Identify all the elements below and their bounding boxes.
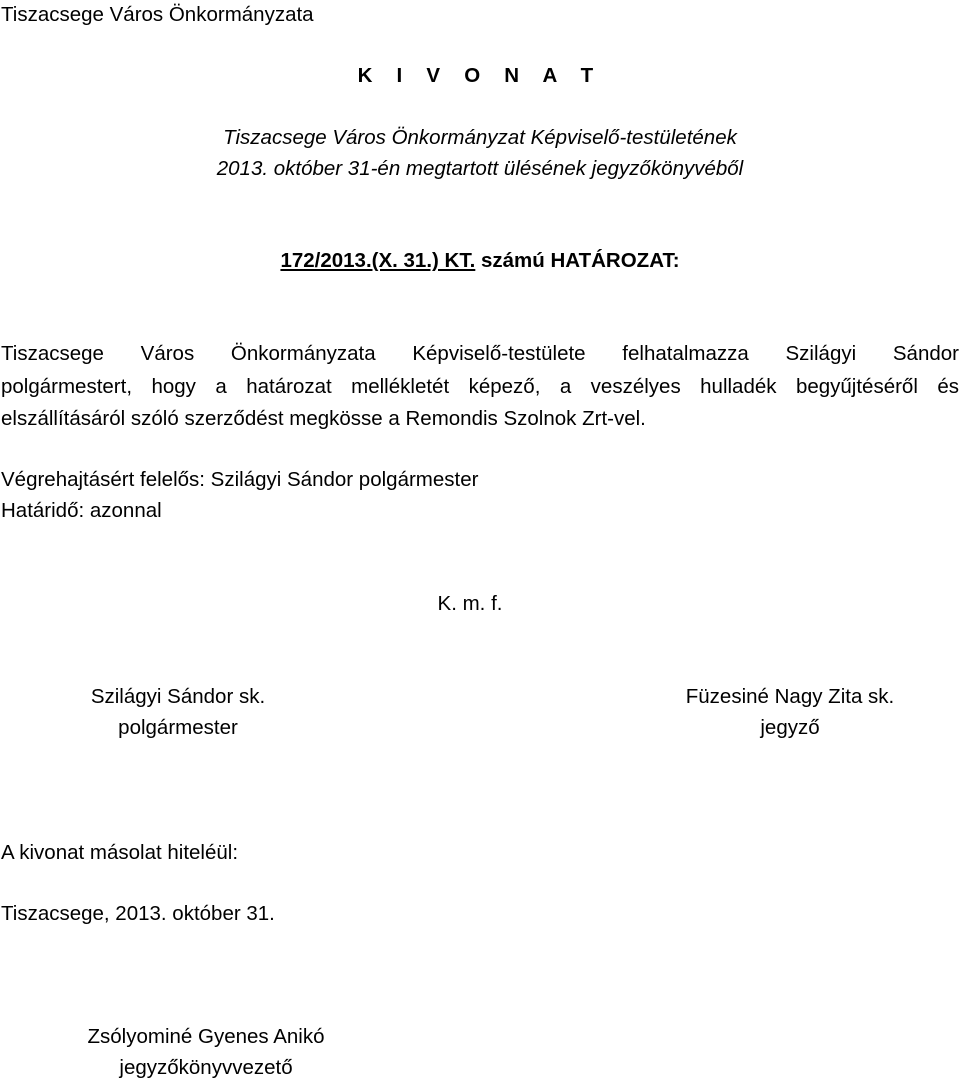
paragraph-line-3: elszállításáról szóló szerződést megkösse a Remondis Szolnok Zrt-vel. xyxy=(1,407,646,430)
mayor-signature-title: polgármester xyxy=(118,716,238,739)
organization-header: Tiszacsege Város Önkormányzata xyxy=(1,3,314,26)
deadline-line: Határidő: azonnal xyxy=(1,499,162,522)
place-date: Tiszacsege, 2013. október 31. xyxy=(1,902,275,925)
certification-label: A kivonat másolat hiteléül: xyxy=(1,841,239,864)
source-line-1: Tiszacsege Város Önkormányzat Képviselő-testületének xyxy=(223,126,737,149)
mayor-signature-name: Szilágyi Sándor sk. xyxy=(90,685,266,708)
resolution-label: számú HATÁROZAT: xyxy=(475,249,680,272)
recorder-name: Zsólyominé Gyenes Anikó xyxy=(87,1025,325,1048)
kmf-mark: K. m. f. xyxy=(437,592,503,615)
recorder-title: jegyzőkönyvvezető xyxy=(119,1056,293,1079)
paragraph-line-1: Tiszacsege Város Önkormányzata Képviselő-testülete felhatalmazza Szilágyi Sándor xyxy=(1,342,959,365)
resolution-heading xyxy=(0,251,960,272)
notary-signature-title: jegyző xyxy=(760,716,820,739)
document-type-title: K I V O N A T xyxy=(357,64,603,87)
source-line-2: 2013. október 31-én megtartott ülésének jegyzőkönyvéből xyxy=(216,157,744,180)
resolution-number: 172/2013.(X. 31.) KT. xyxy=(280,249,476,272)
notary-signature-name: Füzesiné Nagy Zita sk. xyxy=(685,685,895,708)
responsible-line: Végrehajtásért felelős: Szilágyi Sándor polgármester xyxy=(1,468,479,491)
paragraph-line-2: polgármestert, hogy a határozat mellékletét képező, a veszélyes hulladék begyűjtéséről és xyxy=(1,375,959,398)
